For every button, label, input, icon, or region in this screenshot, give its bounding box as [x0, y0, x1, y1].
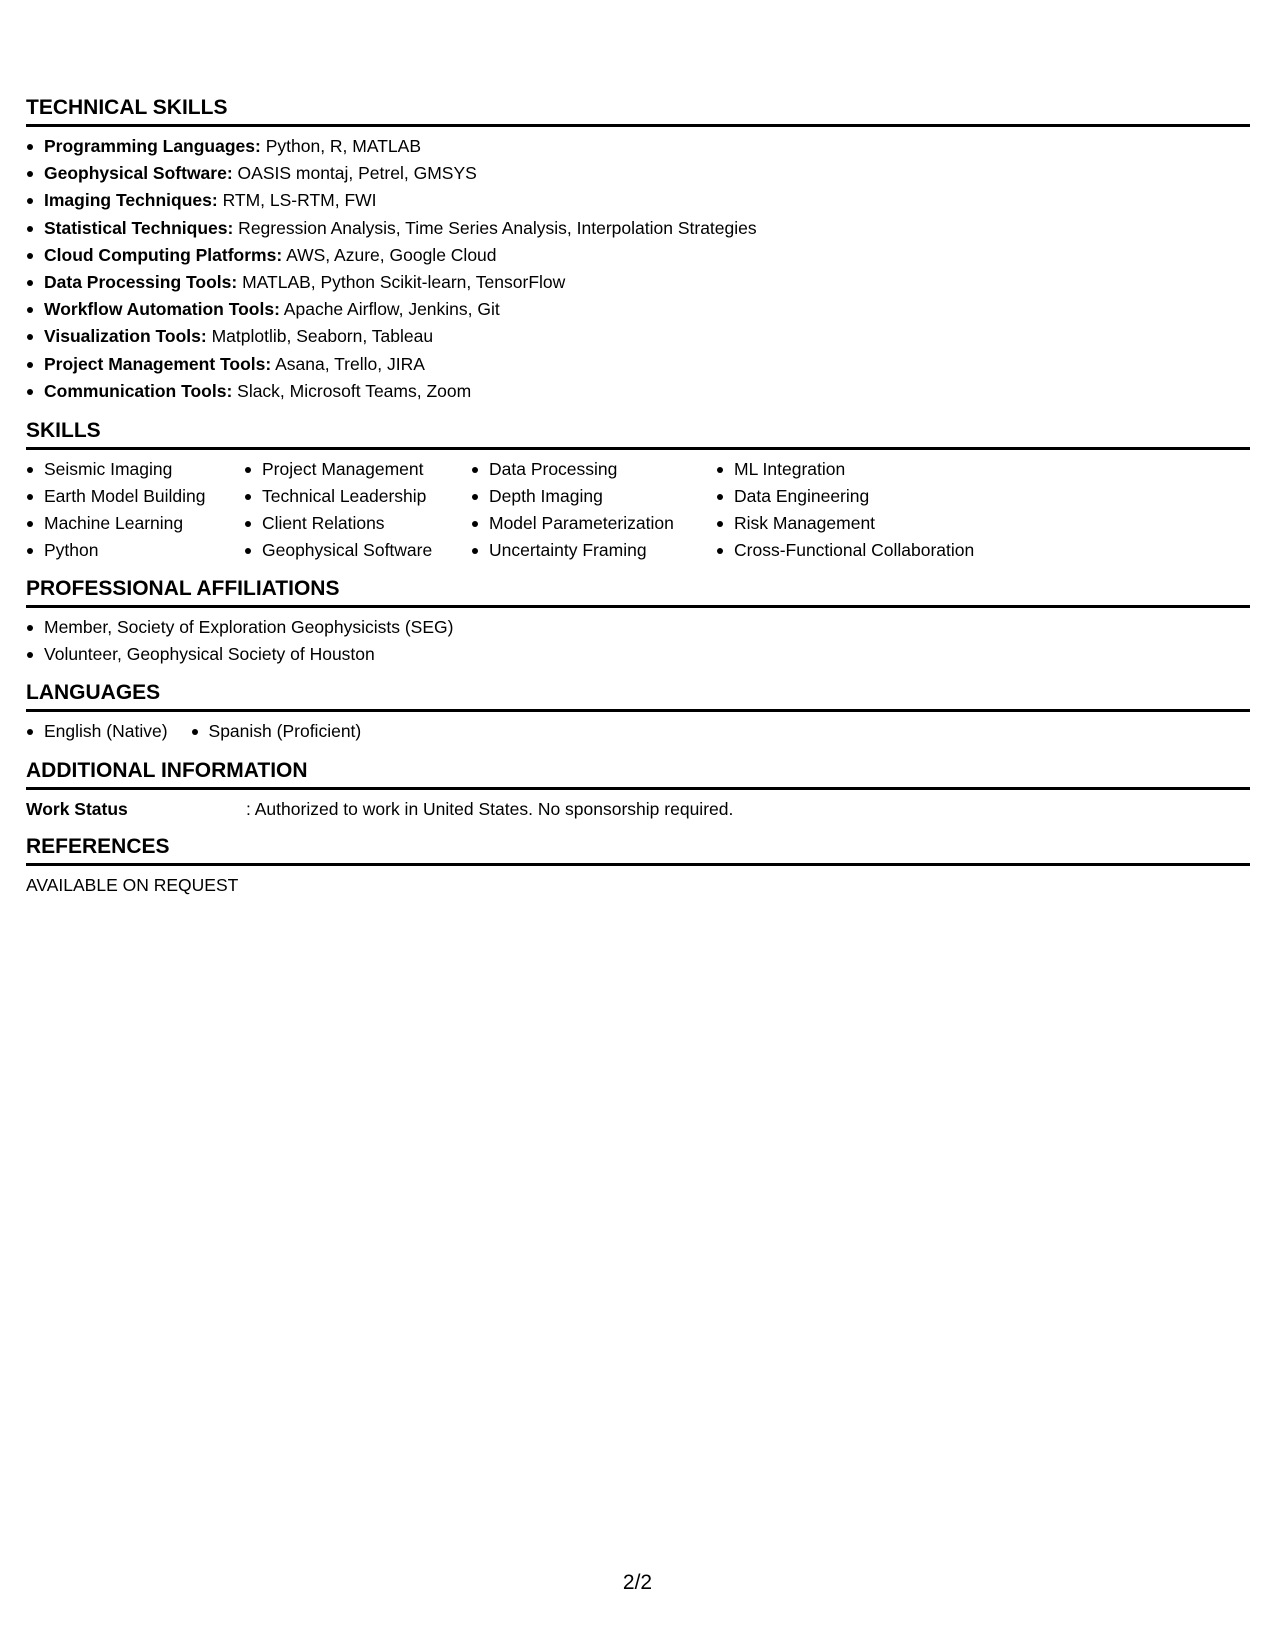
- list-item: [26, 351, 1250, 378]
- languages-section: [26, 679, 1250, 745]
- list-item: [26, 378, 1250, 405]
- list-item: Spanish (Proficient): [191, 718, 362, 745]
- skill-values: AWS, Azure, Google Cloud: [282, 244, 497, 265]
- languages-list: [26, 718, 1250, 745]
- skill-values: MATLAB, Python Scikit-learn, TensorFlow: [237, 272, 566, 293]
- skill-category: Statistical Techniques:: [44, 217, 234, 238]
- skills-column: [471, 456, 716, 564]
- list-item: Risk Management: [716, 510, 1016, 537]
- additional-info-section: [26, 757, 1250, 823]
- technical-skills-section: [26, 94, 1250, 405]
- affiliations-section: [26, 575, 1250, 668]
- work-status-label: Work Status: [26, 799, 128, 820]
- skill-category: Cloud Computing Platforms:: [44, 244, 283, 265]
- list-item: Technical Leadership: [244, 483, 471, 510]
- skills-column: [244, 456, 471, 564]
- skills-section: [26, 417, 1250, 564]
- skill-category: Geophysical Software:: [44, 163, 233, 184]
- affiliations-list: [26, 614, 1250, 668]
- list-item: [26, 323, 1250, 350]
- references-section: [26, 833, 1250, 899]
- skills-column: [716, 456, 1016, 564]
- work-status-row: [26, 796, 1250, 823]
- list-item: Volunteer, Geophysical Society of Houston: [26, 641, 1250, 668]
- resume-page: [26, 94, 1250, 899]
- list-item: Depth Imaging: [471, 483, 716, 510]
- skill-values: Asana, Trello, JIRA: [271, 353, 425, 374]
- section-title-affiliations: PROFESSIONAL AFFILIATIONS: [26, 575, 1250, 608]
- page-number: 2/2: [622, 1571, 653, 1594]
- skill-values: OASIS montaj, Petrel, GMSYS: [232, 163, 477, 184]
- list-item: Project Management: [244, 456, 471, 483]
- skills-column: [26, 456, 244, 564]
- section-title-languages: LANGUAGES: [26, 679, 1250, 712]
- list-item: Geophysical Software: [244, 537, 471, 564]
- skill-category: Imaging Techniques:: [44, 190, 218, 211]
- skill-category: Communication Tools:: [44, 380, 233, 401]
- list-item: Data Engineering: [716, 483, 1016, 510]
- technical-skills-list: [26, 133, 1250, 405]
- list-item: Machine Learning: [26, 510, 244, 537]
- section-title-skills: SKILLS: [26, 417, 1250, 450]
- skills-grid: [26, 456, 1250, 564]
- skill-values: RTM, LS-RTM, FWI: [217, 190, 377, 211]
- list-item: [26, 187, 1250, 214]
- list-item: [26, 133, 1250, 160]
- list-item: Data Processing: [471, 456, 716, 483]
- skill-category: Data Processing Tools:: [44, 272, 238, 293]
- skill-values: Matplotlib, Seaborn, Tableau: [206, 326, 434, 347]
- list-item: English (Native): [26, 718, 168, 745]
- list-item: [26, 269, 1250, 296]
- list-item: Model Parameterization: [471, 510, 716, 537]
- skill-values: Python, R, MATLAB: [260, 136, 421, 156]
- references-text: AVAILABLE ON REQUEST: [26, 875, 239, 896]
- skill-category: Programming Languages:: [44, 136, 261, 156]
- work-status-value: : Authorized to work in United States. No sponsorship required.: [246, 799, 734, 820]
- list-item: Seismic Imaging: [26, 456, 244, 483]
- list-item: [26, 215, 1250, 242]
- skill-category: Workflow Automation Tools:: [44, 299, 280, 320]
- section-title-additional-info: ADDITIONAL INFORMATION: [26, 757, 1250, 790]
- skill-category: Visualization Tools:: [44, 326, 207, 347]
- section-title-technical-skills: TECHNICAL SKILLS: [26, 94, 1250, 127]
- list-item: ML Integration: [716, 456, 1016, 483]
- list-item: Uncertainty Framing: [471, 537, 716, 564]
- list-item: Python: [26, 537, 244, 564]
- list-item: [26, 296, 1250, 323]
- list-item: Earth Model Building: [26, 483, 244, 510]
- skill-values: Regression Analysis, Time Series Analysis, Interpolation Strategies: [233, 217, 757, 238]
- skill-category: Project Management Tools:: [44, 353, 272, 374]
- list-item: Client Relations: [244, 510, 471, 537]
- skill-values: Apache Airflow, Jenkins, Git: [279, 299, 500, 320]
- section-title-references: REFERENCES: [26, 833, 1250, 866]
- skill-values: Slack, Microsoft Teams, Zoom: [232, 380, 472, 401]
- list-item: Member, Society of Exploration Geophysicists (SEG): [26, 614, 1250, 641]
- list-item: Cross-Functional Collaboration: [716, 537, 1016, 564]
- list-item: [26, 160, 1250, 187]
- list-item: [26, 242, 1250, 269]
